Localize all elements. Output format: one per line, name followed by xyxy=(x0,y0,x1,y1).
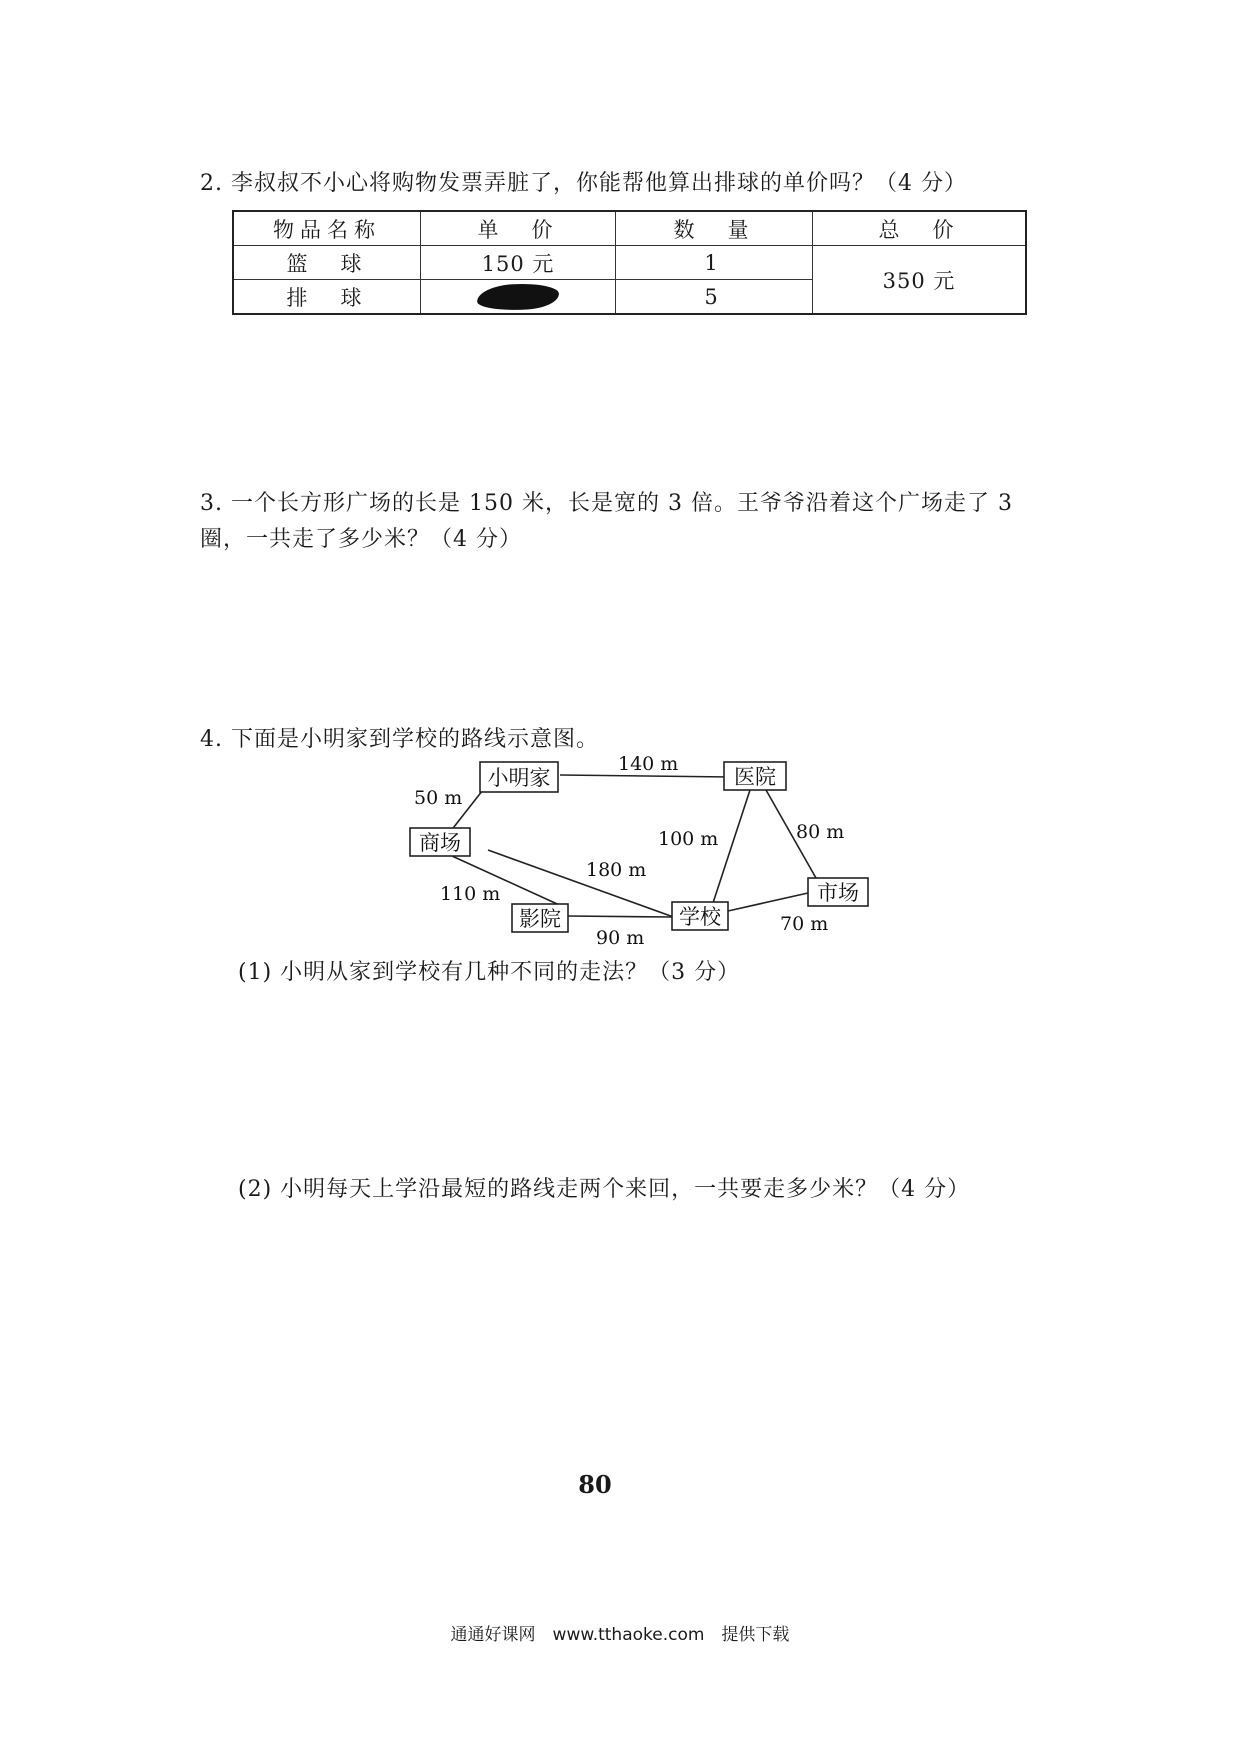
node-mall xyxy=(410,828,470,856)
node-market xyxy=(808,878,868,906)
svg-text:小明家: 小明家 xyxy=(487,766,551,790)
label-mall-school: 180 m xyxy=(586,859,647,881)
question-4-part-1: (1) 小明从家到学校有几种不同的走法？（3 分） xyxy=(238,960,741,985)
table-row xyxy=(233,246,1026,280)
ink-smudge xyxy=(476,282,559,312)
total-price: 350 元 xyxy=(813,246,1027,315)
svg-text:市场: 市场 xyxy=(817,881,859,905)
question-3-text: 3. 一个长方形广场的长是 150 米，长是宽的 3 倍。王爷爷沿着这个广场走了 3 圈，一共走了多少米？（4 分） xyxy=(200,491,1013,552)
svg-text:影院: 影院 xyxy=(519,907,561,931)
label-cinema-school: 90 m xyxy=(596,927,645,949)
item-volleyball: 排 球 xyxy=(233,280,421,315)
quantity-basketball: 1 xyxy=(616,246,813,280)
node-hospital xyxy=(724,762,786,790)
node-cinema xyxy=(512,904,568,932)
table-header-row xyxy=(233,211,1026,246)
header-quantity: 数 量 xyxy=(616,211,813,246)
svg-text:商场: 商场 xyxy=(419,831,461,855)
road-cinema-school xyxy=(568,916,672,917)
question-4-text: 4. 下面是小明家到学校的路线示意图。 xyxy=(200,727,599,752)
svg-text:医院: 医院 xyxy=(734,765,776,789)
road-school-market xyxy=(728,893,808,911)
question-2-text: 2. 李叔叔不小心将购物发票弄脏了，你能帮他算出排球的单价吗？（4 分） xyxy=(200,171,967,196)
item-basketball: 篮 球 xyxy=(233,246,421,280)
unit-price-basketball: 150 元 xyxy=(421,246,616,280)
svg-text:学校: 学校 xyxy=(679,905,721,929)
label-hospital-market: 80 m xyxy=(796,821,845,843)
header-item-name: 物品名称 xyxy=(233,211,421,246)
quantity-volleyball: 5 xyxy=(616,280,813,315)
page-number: 80 xyxy=(578,1470,612,1499)
label-hospital-school: 100 m xyxy=(658,828,719,850)
unit-price-volleyball-smudged xyxy=(421,280,616,315)
road-home-hospital xyxy=(560,775,732,777)
header-total: 总 价 xyxy=(813,211,1027,246)
label-home-hospital: 140 m xyxy=(618,753,679,775)
header-unit-price: 单 价 xyxy=(421,211,616,246)
footer-source: 通通好课网 www.tthaoke.com 提供下载 xyxy=(450,1625,790,1645)
route-diagram xyxy=(390,748,880,958)
invoice-table xyxy=(232,210,1027,315)
label-home-mall: 50 m xyxy=(414,787,463,809)
node-home xyxy=(480,762,558,792)
label-mall-cinema: 110 m xyxy=(440,883,501,905)
question-4-part-2: (2) 小明每天上学沿最短的路线走两个来回，一共要走多少米？（4 分） xyxy=(238,1177,971,1202)
label-school-market: 70 m xyxy=(780,913,829,935)
node-school xyxy=(672,902,728,930)
